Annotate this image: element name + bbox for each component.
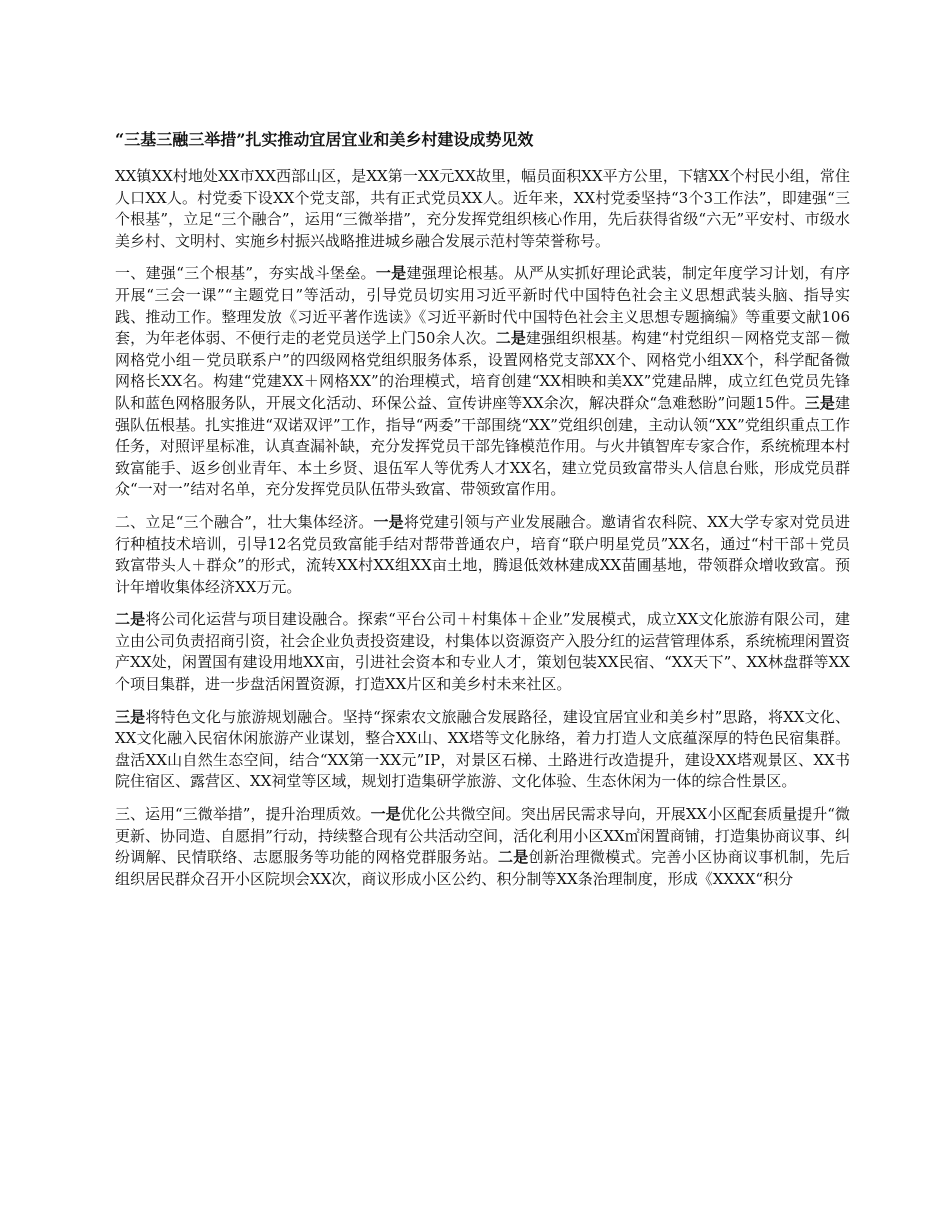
text-segment: 创新治理微模式。完善小区协商议事机制，先后组织居民群众召开小区院坝会XX次，商议形成小区公约、积分制等XX条治理制度，形成《XXXX“积分 xyxy=(115,848,850,888)
bold-marker: 二是 xyxy=(497,848,529,867)
text-segment: 将特色文化与旅游规划融合。坚持“探索农文旅融合发展路径，建设宜居宜业和美乡村”思路，将XX文化、XX文化融入民宿休闲旅游产业谋划，整合XX山、XX塔等文化脉络，着力打造人文底蕴深厚的特色民宿集群。盘活XX山自然生态空间，结合“XX第一XX元”IP，对景区石梯、土路进行改造提升，建设XX塔观景区、XX书院住宿区、露营区、XX祠堂等区域，规划打造集研学旅游、文化体验、生态休闲为一体的综合性景区。 xyxy=(115,707,850,791)
paragraph-section-one xyxy=(115,263,850,501)
bold-marker: 一是 xyxy=(370,805,401,824)
bold-marker: 一是 xyxy=(375,264,407,283)
paragraph-intro xyxy=(115,166,850,252)
text-segment: 建强队伍根基。扎实推进“双诺双评”工作，指导“两委”干部围绕“XX”党组织创建，主动认领“XX”党组织重点工作任务，对照评星标准，认真查漏补缺，充分发挥党员干部先锋模范作用。与火井镇智库专家合作，系统梳理本村致富能手、返乡创业青年、本土乡贤、退伍军人等优秀人才XX名，建立党员致富带头人信息台账，形成党员群众“一对一”结对名单，充分发挥党员队伍带头致富、带领致富作用。 xyxy=(115,393,851,499)
text-segment: 将公司化运营与项目建设融合。探索“平台公司＋村集体＋企业”发展模式，成立XX文化旅游有限公司，建立由公司负责招商引资，社会企业负责投资建设，村集体以资源资产入股分红的运营管理体系，系统梳理闲置资产XX处，闲置国有建设用地XX亩，引进社会资本和专业人才，策划包装XX民宿、“XX天下”、XX林盘群等XX个项目集群，进一步盘活闲置资源，打造XX片区和美乡村未来社区。 xyxy=(115,610,851,694)
document-page xyxy=(115,118,850,901)
bold-marker: 三是 xyxy=(804,393,835,412)
paragraph-section-three xyxy=(115,804,850,890)
bold-marker: 二是 xyxy=(495,329,526,348)
text-segment: XX镇XX村地处XX市XX西部山区，是XX第一XX元XX故里，幅员面积XX平方公里，下辖XX个村民小组，常住人口XX人。村党委下设XX个党支部，共有正式党员XX人。近年来，XX村党委坚持“3个3工作法”，即建强“三个根基”，立足“三个融合”，运用“三微举措”，充分发挥党组织核心作用，先后获得省级“六无”平安村、市级水美乡村、文明村、实施乡村振兴战略推进城乡融合发展示范村等荣誉称号。 xyxy=(115,167,850,250)
paragraph-section-two xyxy=(115,512,850,598)
paragraph-section-two-part-three xyxy=(115,707,850,793)
bold-marker: 三是 xyxy=(115,707,146,726)
bold-marker: 一是 xyxy=(373,512,404,531)
text-segment: 将党建引领与产业发展融合。邀请省农科院、XX大学专家对党员进行种植技术培训，引导12名党员致富能手结对帮带普通农户，培育“联户明星党员”XX名，通过“村干部＋党员致富带头人＋群众”的形式，流转XX村XX组XX亩土地，腾退低效林建成XX苗圃基地，带领群众增收致富。预计年增收集体经济XX万元。 xyxy=(115,512,850,596)
section-heading: 三、运用“三微举措”，提升治理质效。 xyxy=(115,805,371,824)
text-segment: 优化公共微空间。突出居民需求导向，开展XX小区配套质量提升“微更新、协同造、自愿捐”行动，持续整合现有公共活动空间，活化利用小区XX㎡闲置商铺，打造集协商议事、纠纷调解、民情联络、志愿服务等功能的网格党群服务站。 xyxy=(115,805,850,867)
document-title: “三基三融三举措”扎实推动宜居宜业和美乡村建设成势见效 xyxy=(115,130,534,149)
section-heading: 一、建强“三个根基”，夯实战斗堡垒。 xyxy=(115,264,376,283)
bold-marker: 二是 xyxy=(115,610,146,629)
text-segment: 建强组织根基。构建“村党组织－网格党支部－微网格党小组－党员联系户”的四级网格党组织服务体系，设置网格党支部XX个、网格党小组XX个，科学配备微网格长XX名。构建“党建XX＋网格XX”的治理模式，培育创建“XX相映和美XX”党建品牌，成立红色党员先锋队和蓝色网格服务队，开展文化活动、环保公益、宣传讲座等XX余次，解决群众“急难愁盼”问题15件。 xyxy=(115,329,851,412)
section-heading: 二、立足“三个融合”，壮大集体经济。 xyxy=(115,512,374,531)
text-segment: 建强理论根基。从严从实抓好理论武装，制定年度学习计划，有序开展“三会一课”“主题党日”等活动，引导党员切实用习近平新时代中国特色社会主义思想武装头脑、指导实践、推动工作。整理发放《习近平著作选读》《习近平新时代中国特色社会主义思想专题摘编》等重要文献106套，为年老体弱、不便行走的老党员送学上门50余人次。 xyxy=(115,264,850,348)
paragraph-section-two-part-two xyxy=(115,609,850,695)
